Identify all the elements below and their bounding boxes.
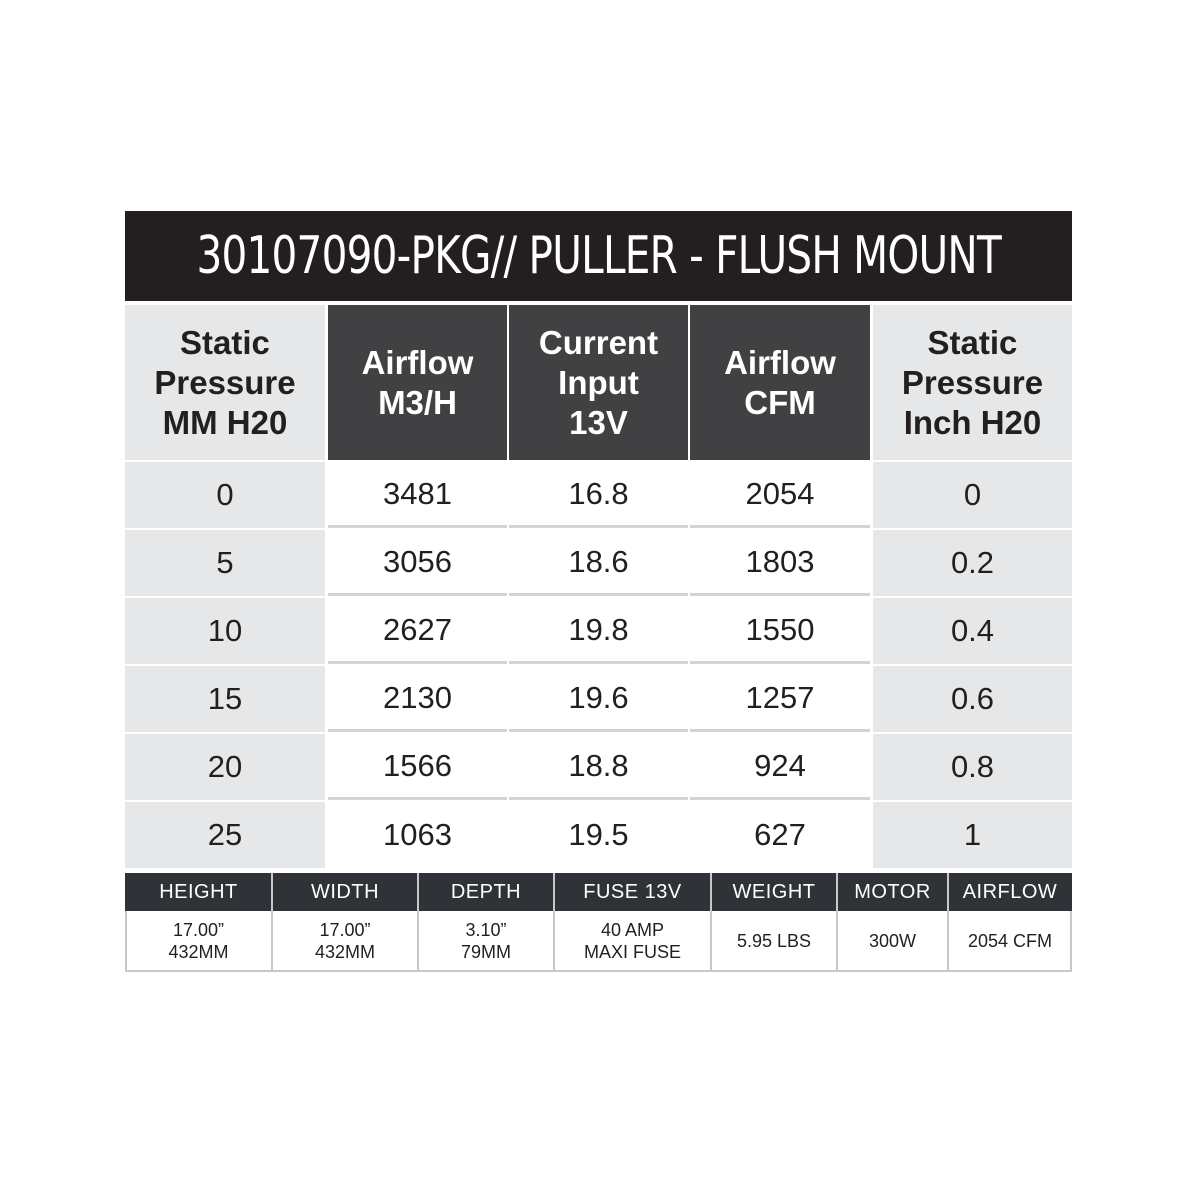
performance-column [328, 305, 507, 870]
table-title [125, 211, 1072, 301]
table-cell: 10 [125, 598, 325, 664]
table-cell: 3056 [328, 530, 507, 596]
table-cell: 16.8 [509, 462, 688, 528]
table-cell: 3481 [328, 462, 507, 528]
performance-column [690, 305, 870, 870]
table-cell: 0 [873, 462, 1072, 528]
table-cell: 18.8 [509, 734, 688, 800]
column-header: Static Pressure MM H20 [125, 305, 325, 460]
specs-table [125, 873, 1072, 972]
table-cell: 0 [125, 462, 325, 528]
table-cell: 19.8 [509, 598, 688, 664]
performance-table [125, 305, 1072, 870]
spec-divider [836, 873, 838, 972]
spec-label: WIDTH [272, 873, 418, 911]
performance-column [873, 305, 1072, 870]
table-cell: 1 [873, 802, 1072, 868]
table-cell: 1257 [690, 666, 870, 732]
table-cell: 2627 [328, 598, 507, 664]
performance-column [509, 305, 688, 870]
spec-value: 17.00” 432MM [125, 911, 272, 972]
spec-divider [710, 873, 712, 972]
spec-label: DEPTH [418, 873, 554, 911]
spec-border [125, 911, 127, 972]
table-cell: 20 [125, 734, 325, 800]
column-header: Airflow M3/H [328, 305, 507, 460]
spec-border [1070, 911, 1072, 972]
spec-value: 17.00” 432MM [272, 911, 418, 972]
table-cell: 627 [690, 802, 870, 868]
table-cell: 19.6 [509, 666, 688, 732]
spec-label: WEIGHT [711, 873, 837, 911]
table-cell: 1566 [328, 734, 507, 800]
table-cell: 5 [125, 530, 325, 596]
spec-divider [553, 873, 555, 972]
spec-label: FUSE 13V [554, 873, 711, 911]
table-cell: 1550 [690, 598, 870, 664]
spec-divider [947, 873, 949, 972]
performance-column [125, 305, 325, 870]
table-cell: 18.6 [509, 530, 688, 596]
table-cell: 0.2 [873, 530, 1072, 596]
spec-label: MOTOR [837, 873, 948, 911]
spec-value: 2054 CFM [948, 911, 1072, 972]
table-cell: 0.8 [873, 734, 1072, 800]
table-cell: 19.5 [509, 802, 688, 868]
table-cell: 1063 [328, 802, 507, 868]
column-header: Current Input 13V [509, 305, 688, 460]
spec-value: 5.95 LBS [711, 911, 837, 972]
table-cell: 15 [125, 666, 325, 732]
spec-divider [417, 873, 419, 972]
spec-label: AIRFLOW [948, 873, 1072, 911]
table-cell: 2054 [690, 462, 870, 528]
column-header: Airflow CFM [690, 305, 870, 460]
table-cell: 924 [690, 734, 870, 800]
table-cell: 2130 [328, 666, 507, 732]
table-cell: 0.4 [873, 598, 1072, 664]
table-cell: 25 [125, 802, 325, 868]
spec-value: 40 AMP MAXI FUSE [554, 911, 711, 972]
table-cell: 1803 [690, 530, 870, 596]
table-title-text: 30107090-PKG// PULLER - FLUSH MOUNT [196, 226, 1001, 286]
spec-divider [271, 873, 273, 972]
table-cell: 0.6 [873, 666, 1072, 732]
spec-value: 3.10” 79MM [418, 911, 554, 972]
spec-value: 300W [837, 911, 948, 972]
spec-label: HEIGHT [125, 873, 272, 911]
column-header: Static Pressure Inch H20 [873, 305, 1072, 460]
